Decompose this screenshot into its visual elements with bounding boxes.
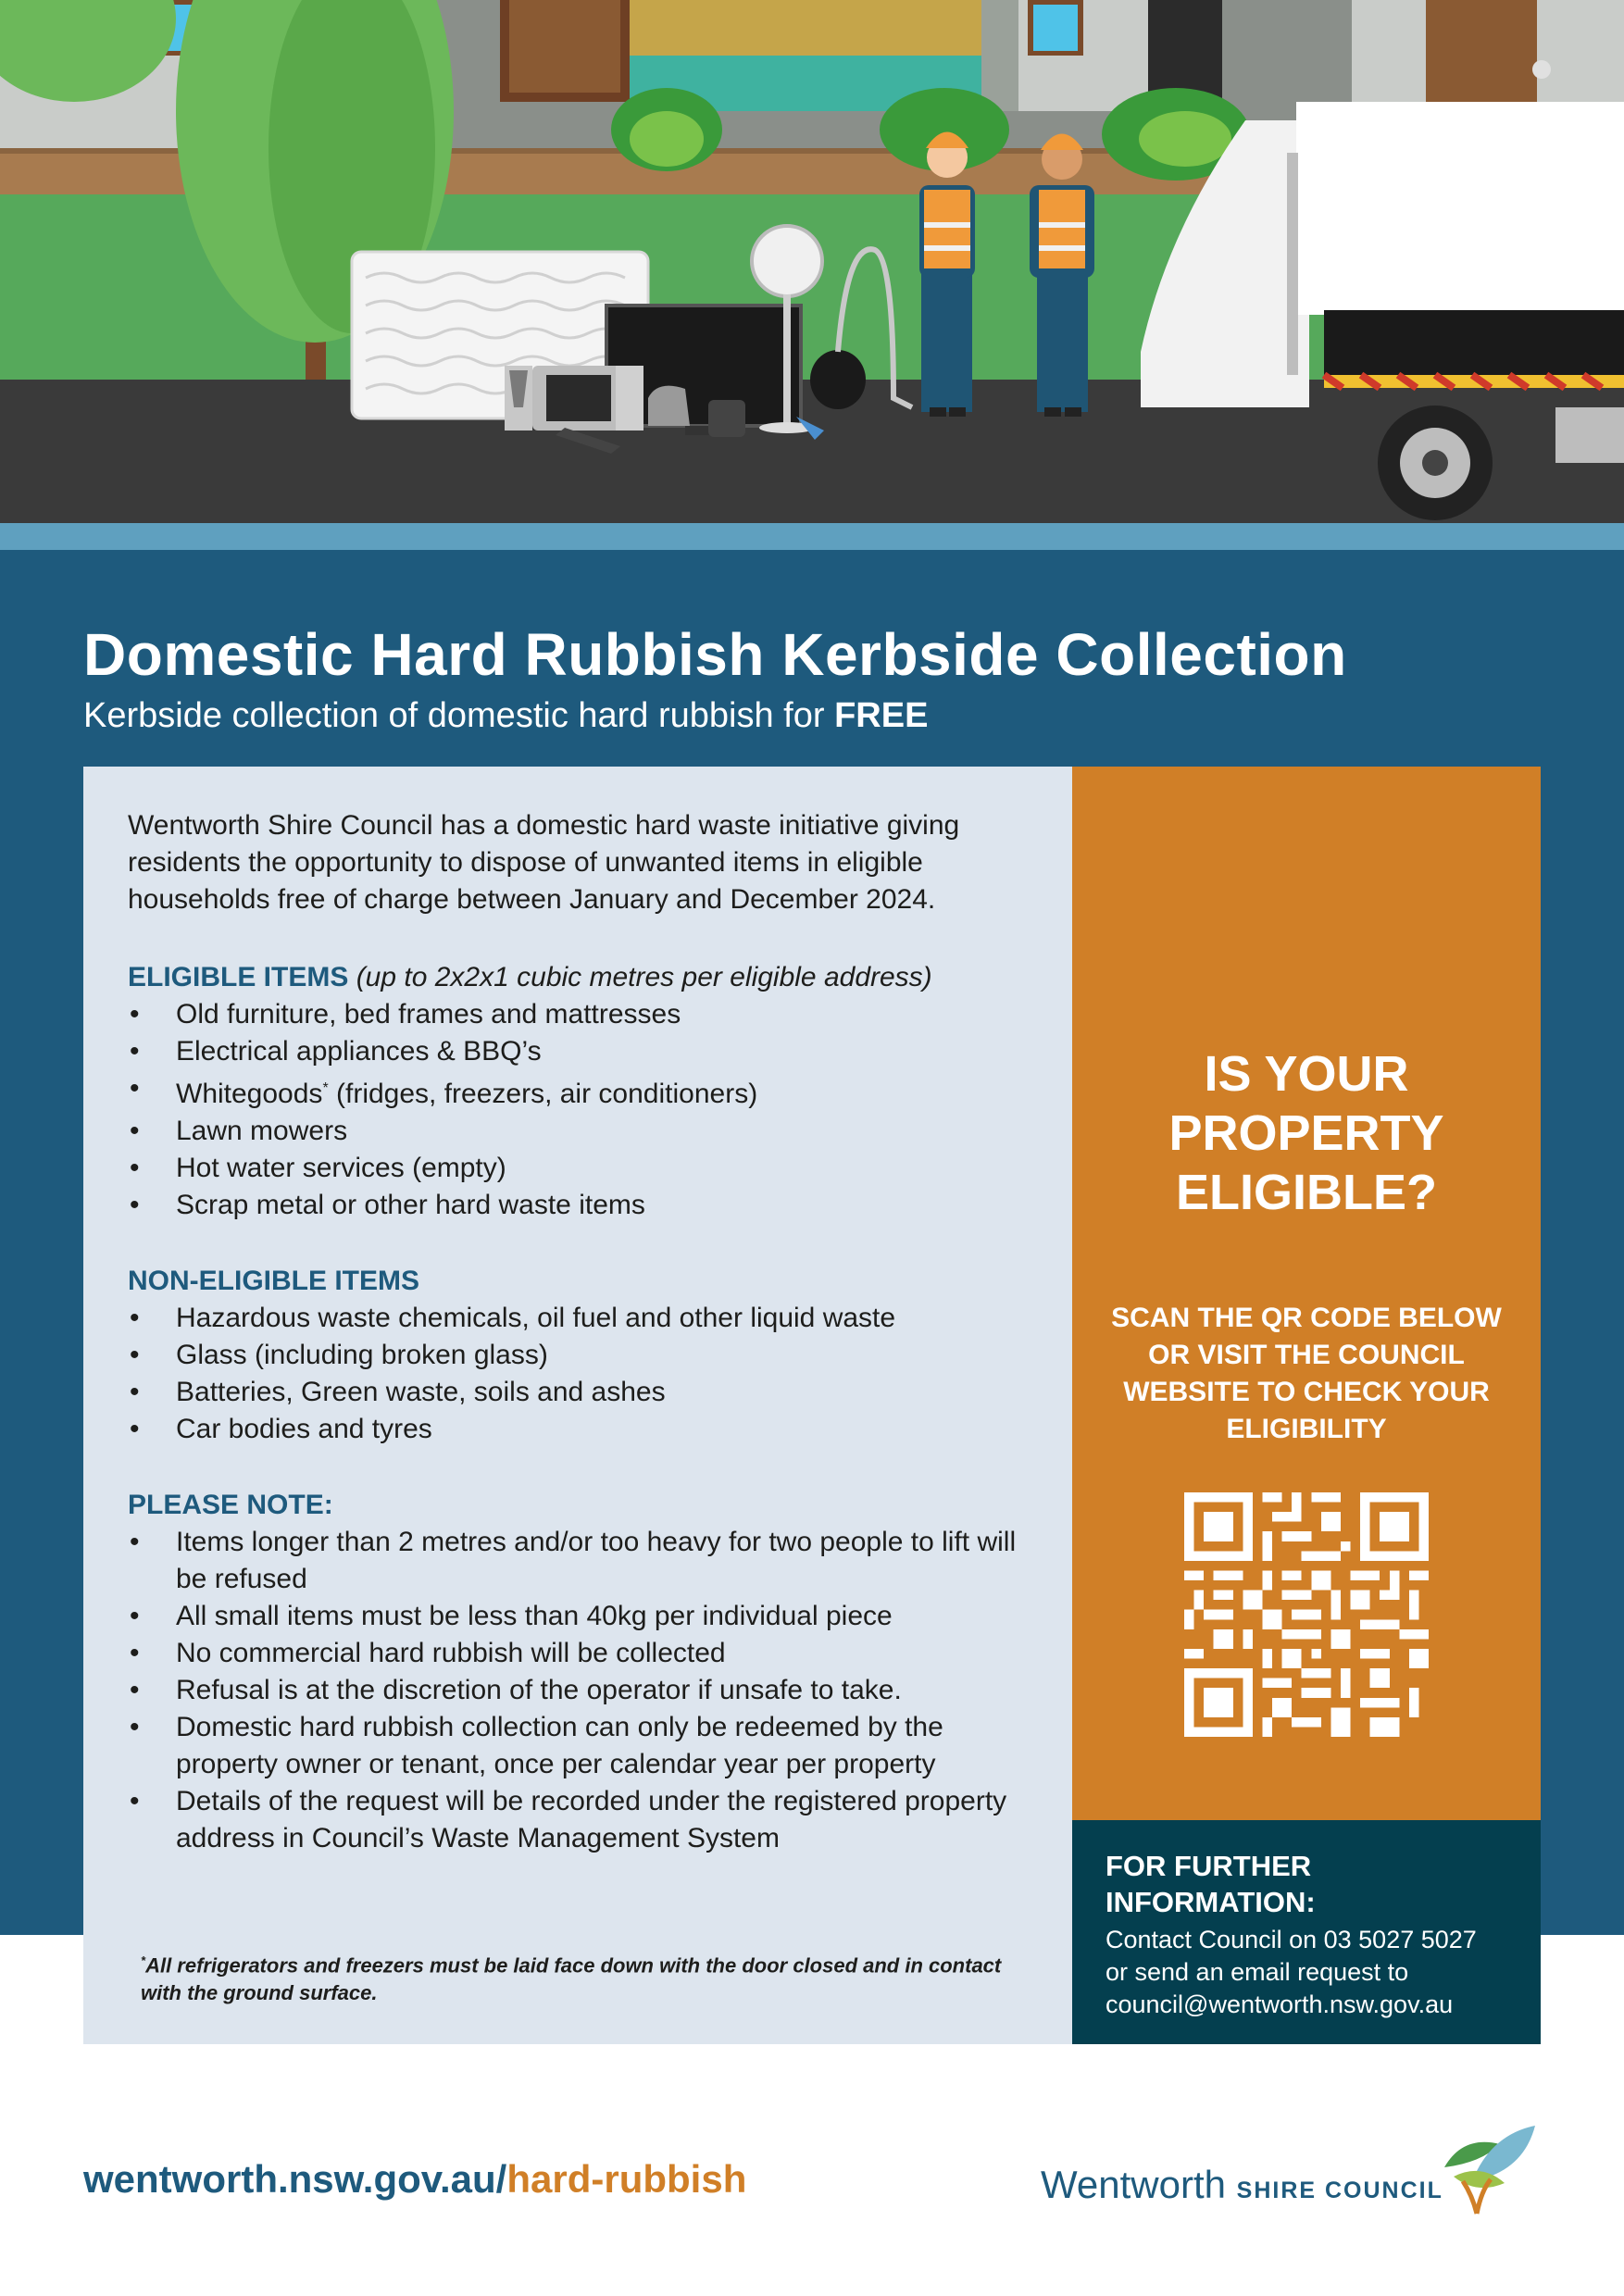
list-item: • Car bodies and tyres [128,1411,1028,1448]
website-domain: wentworth.nsw.gov.au/ [83,2157,507,2201]
list-item: • Hazardous waste chemicals, oil fuel and other liquid waste [128,1300,1028,1337]
whitegoods-mark: * [322,1080,329,1096]
non-eligible-heading [128,1263,1028,1300]
scan-instruction [1100,1300,1513,1448]
list-item: • Items longer than 2 metres and/or too heavy for two people to lift will be refused [128,1524,1028,1598]
list-item: • All small items must be less than 40kg per individual piece [128,1598,1028,1635]
list-item [128,1070,1028,1113]
list-item: • No commercial hard rubbish will be collected [128,1635,1028,1672]
subtitle-emphasis: FREE [834,696,929,735]
leaf-logo-icon [1435,2126,1539,2218]
list-item: • Details of the request will be recorded under the registered property address in Council’s Waste Management System [128,1783,1028,1857]
scan-line: SCAN THE QR CODE BELOW [1111,1303,1502,1333]
logo-wordmark [1041,2163,1443,2207]
eligibility-question [1072,1044,1541,1222]
website-path: hard-rubbish [506,2157,747,2201]
contact-heading-line: FOR FURTHER [1106,1850,1312,1882]
details-panel [83,767,1072,2044]
contact-heading-line: INFORMATION: [1106,1886,1316,1918]
list-item: • Lawn mowers [128,1113,1028,1150]
list-item: • Glass (including broken glass) [128,1337,1028,1374]
question-line: IS YOUR [1204,1046,1409,1102]
website-link[interactable] [83,2157,746,2202]
list-item: • Scrap metal or other hard waste items [128,1187,1028,1224]
contact-email-link[interactable]: council@wentworth.nsw.gov.au [1106,1990,1454,2018]
question-line: PROPERTY [1168,1105,1444,1161]
whitegoods-label: Whitegoods [176,1079,323,1109]
contact-text [1106,1924,1507,2021]
intro-paragraph: Wentworth Shire Council has a domestic hard waste initiative giving residents the opportunity to dispose of unwanted items in eligible households free of charge between January and December 2024. [128,810,960,915]
eligible-heading [128,959,1028,996]
please-note-list [128,1524,1028,1857]
list-item: • Batteries, Green waste, soils and ashes [128,1374,1028,1411]
list-item: • Old furniture, bed frames and mattresses [128,996,1028,1033]
scan-line: OR VISIT THE COUNCIL [1148,1340,1465,1370]
contact-phone: Contact Council on 03 5027 5027 [1106,1926,1477,1953]
council-logo [1041,2126,1541,2218]
footnote-mark: * [141,1953,146,1967]
contact-text-line: or send an email request to [1106,1958,1409,1986]
please-note-heading [128,1487,1028,1524]
contact-panel [1072,1820,1541,2044]
page-subtitle [83,696,928,736]
list-item: • Hot water services (empty) [128,1150,1028,1187]
band-stripe [0,537,1624,550]
eligibility-panel [1072,767,1541,1820]
contact-heading [1106,1848,1507,1920]
logo-word: Wentworth [1041,2163,1226,2206]
whitegoods-detail: (fridges, freezers, air conditioners) [328,1079,758,1109]
non-eligible-heading-text: NON-ELIGIBLE ITEMS [128,1266,419,1296]
list-item: • Domestic hard rubbish collection can only be redeemed by the property owner or tenant, once per calendar year per property [128,1709,1028,1783]
qr-code-icon[interactable] [1184,1492,1429,1737]
non-eligible-list [128,1300,1028,1448]
footnote [141,1947,1011,2007]
list-item: • Electrical appliances & BBQ’s [128,1033,1028,1070]
subtitle-text: Kerbside collection of domestic hard rubbish for [83,696,835,735]
scan-line: WEBSITE TO CHECK YOUR [1123,1377,1490,1407]
question-line: ELIGIBLE? [1176,1165,1437,1220]
scan-line: ELIGIBILITY [1226,1414,1387,1444]
page-title: Domestic Hard Rubbish Kerbside Collection [83,621,1347,688]
eligible-heading-note: (up to 2x2x1 cubic metres per eligible address) [348,962,932,992]
list-item: • Refusal is at the discretion of the operator if unsafe to take. [128,1672,1028,1709]
please-note-heading-text: PLEASE NOTE: [128,1490,333,1520]
logo-suffix: SHIRE COUNCIL [1236,2177,1443,2203]
footnote-text: All refrigerators and freezers must be laid face down with the door closed and in contact with the ground surface. [141,1953,1002,2005]
eligible-heading-text: ELIGIBLE ITEMS [128,962,349,992]
eligible-list [128,996,1028,1224]
hero-illustration [0,0,1624,537]
